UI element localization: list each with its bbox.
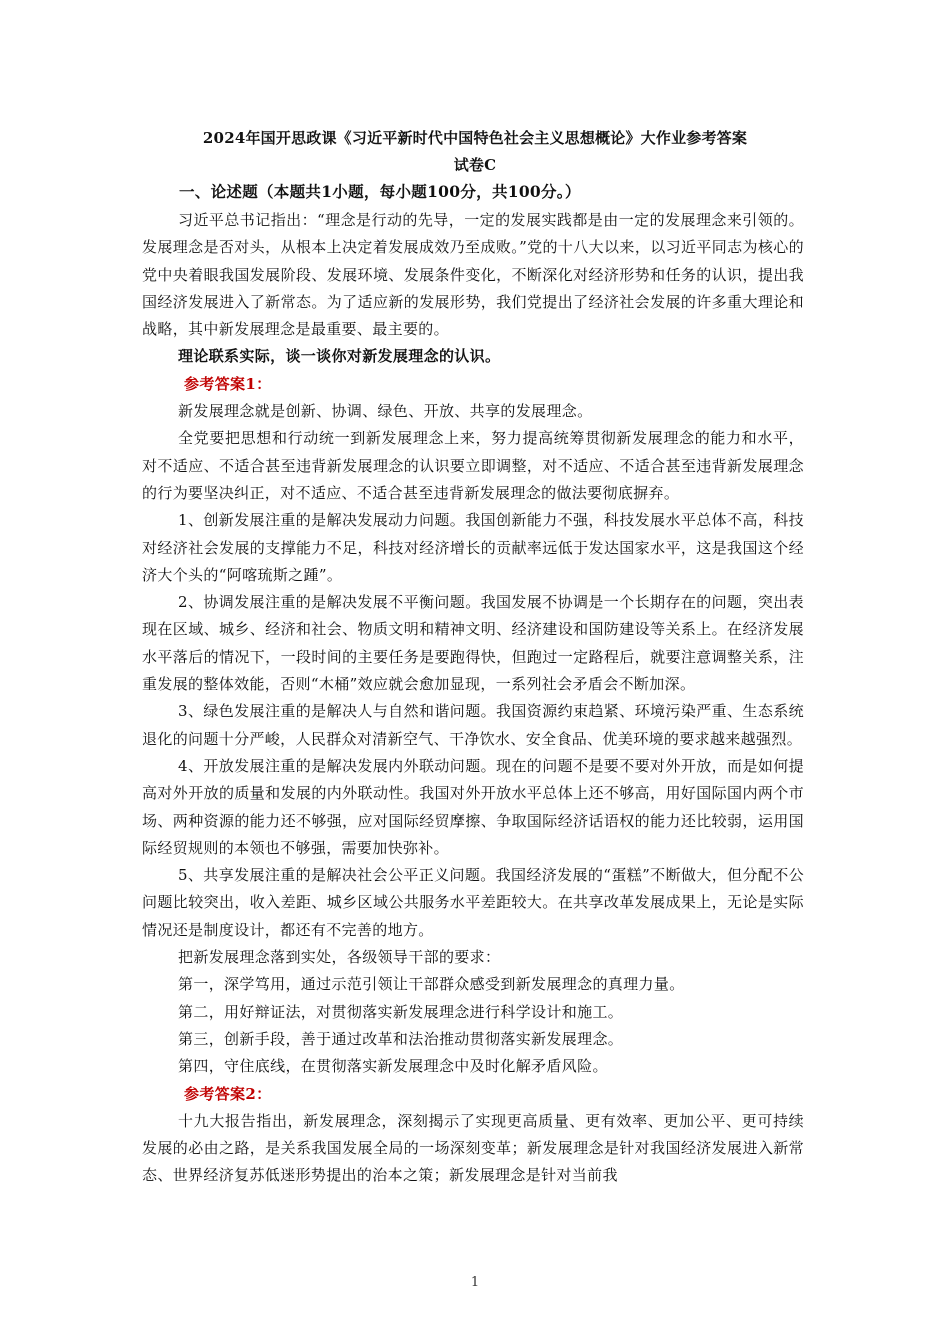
body-paragraph: 1、创新发展注重的是解决发展动力问题。我国创新能力不强，科技发展水平总体不高，科技对经济社会发展的支撑能力不足，科技对经济增长的贡献率远低于发达国家水平，这是我国这个经济大个头的“阿喀琉斯之踵”。 (142, 511, 804, 584)
page-number: 1 (470, 1275, 480, 1290)
body-paragraph: 十九大报告指出，新发展理念，深刻揭示了实现更高质量、更有效率、更加公平、更可持续发展的必由之路，是关系我国发展全局的一场深刻变革；新发展理念是针对我国经济发展进入新常态、世界经济复苏低迷形势提出的治本之策；新发展理念是针对当前我 (142, 1111, 804, 1185)
body-paragraph: 把新发展理念落到实处，各级领导干部的要求： (178, 948, 501, 967)
body-paragraph: 5、共享发展注重的是解决社会公平正义问题。我国经济发展的“蛋糕”不断做大，但分配不公问题比较突出，收入差距、城乡区域公共服务水平差距较大。在共享改革发展成果上，无论是实际情况还是制度设计，都还有不完善的地方。 (142, 866, 804, 939)
document-title: 2024年国开思政课《习近平新时代中国特色社会主义思想概论》大作业参考答案 (202, 129, 748, 147)
body-paragraph: 第二，用好辩证法，对贯彻落实新发展理念进行科学设计和施工。 (178, 1002, 624, 1021)
question-prompt: 理论联系实际，谈一谈你对新发展理念的认识。 (178, 347, 501, 366)
body-paragraph: 4、开放发展注重的是解决发展内外联动问题。现在的问题不是要不要对外开放，而是如何提高对外开放的质量和发展的内外联动性。我国对外开放水平总体上还不够高，用好国际国内两个市场、两种资源的能力还不够强，应对国际经贸摩擦、争取国际经济话语权的能力还比较弱，运用国际经贸规则的本领也不够强，需要加快弥补。 (142, 756, 804, 857)
document-subtitle: 试卷C (453, 156, 497, 174)
document-body (142, 207, 804, 1190)
body-paragraph: 习近平总书记指出：“理念是行动的先导，一定的发展实践都是由一定的发展理念来引领的。发展理念是否对头，从根本上决定着发展成效乃至成败。”党的十八大以来，以习近平同志为核心的党中央着眼我国发展阶段、发展环境、发展条件变化，不断深化对经济形势和任务的认识，提出我国经济发展进入了新常态。为了适应新的发展形势，我们党提出了经济社会发展的许多重大理论和战略，其中新发展理念是最重要、最主要的。 (142, 211, 804, 339)
body-paragraph: 2、协调发展注重的是解决发展不平衡问题。我国发展不协调是一个长期存在的问题，突出表现在区域、城乡、经济和社会、物质文明和精神文明、经济建设和国防建设等关系上。在经济发展水平落后的情况下，一段时间的主要任务是要跑得快，但跑过一定路程后，就要注意调整关系，注重发展的整体效能，否则“木桶”效应就会愈加显现，一系列社会矛盾会不断加深。 (142, 593, 804, 694)
body-paragraph: 第一，深学笃用，通过示范引领让干部群众感受到新发展理念的真理力量。 (178, 975, 685, 994)
answer-heading: 参考答案1： (184, 374, 272, 393)
body-paragraph: 3、绿色发展注重的是解决人与自然和谐问题。我国资源约束趋紧、环境污染严重、生态系统退化的问题十分严峻，人民群众对清新空气、干净饮水、安全食品、优美环境的要求越来越强烈。 (142, 702, 804, 748)
answer-heading: 参考答案2： (184, 1084, 272, 1103)
body-paragraph: 第四，守住底线，在贯彻落实新发展理念中及时化解矛盾风险。 (178, 1057, 608, 1076)
body-paragraph: 新发展理念就是创新、协调、绿色、开放、共享的发展理念。 (178, 402, 593, 421)
body-paragraph: 第三，创新手段，善于通过改革和法治推动贯彻落实新发展理念。 (178, 1029, 624, 1048)
section-heading: 一、论述题（本题共1小题，每小题100分，共100分。） (179, 182, 581, 201)
body-paragraph: 全党要把思想和行动统一到新发展理念上来，努力提高统筹贯彻新发展理念的能力和水平，对不适应、不适合甚至违背新发展理念的认识要立即调整，对不适应、不适合甚至违背新发展理念的行为要坚决纠正，对不适应、不适合甚至违背新发展理念的做法要彻底摒弃。 (142, 429, 804, 502)
